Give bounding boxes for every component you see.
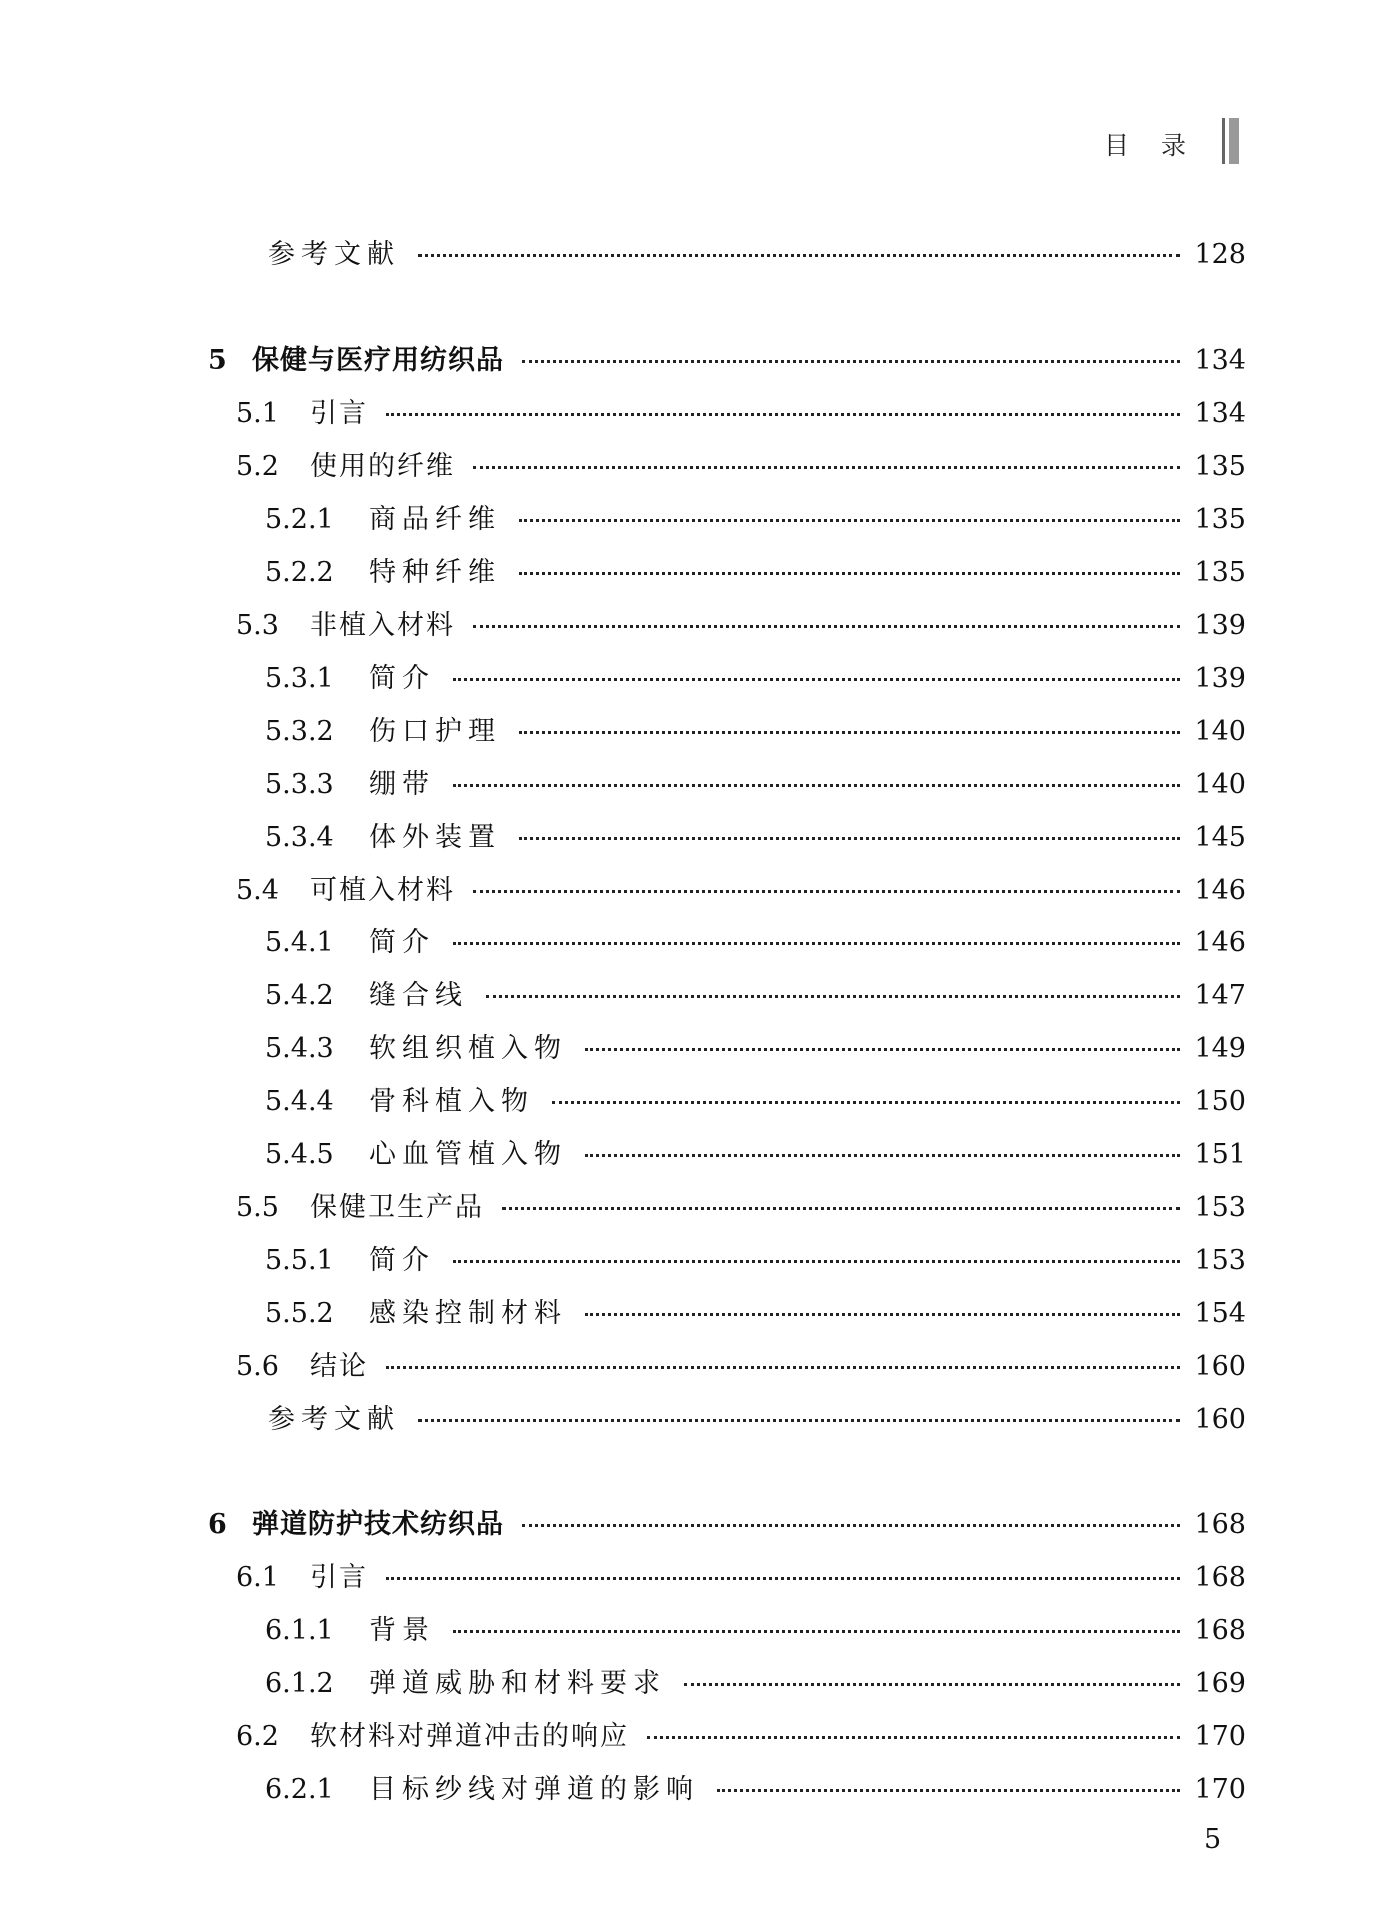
toc-page: 134	[1194, 345, 1246, 376]
dot-leader	[717, 1789, 1180, 1792]
dot-leader	[453, 1260, 1180, 1263]
toc-page: 154	[1194, 1298, 1246, 1329]
toc-title: 感染控制材料	[369, 1298, 567, 1329]
dot-leader	[519, 519, 1180, 522]
toc-page: 135	[1194, 504, 1246, 535]
toc-page: 128	[1194, 239, 1246, 270]
toc-title: 体外装置	[369, 822, 501, 853]
toc-number: 5.3.1	[265, 663, 334, 694]
toc-page: 168	[1194, 1509, 1246, 1540]
toc-number: 6.1.1	[265, 1615, 334, 1646]
toc-entry	[265, 815, 1246, 855]
toc-page: 153	[1194, 1245, 1246, 1276]
toc-page: 145	[1194, 822, 1246, 853]
toc-number: 5.3.2	[265, 716, 334, 747]
dot-leader	[453, 784, 1180, 787]
toc-title: 弹道威胁和材料要求	[369, 1668, 666, 1699]
toc-number: 5.3.4	[265, 822, 334, 853]
toc-entry	[236, 1344, 1246, 1384]
toc-entry	[236, 1555, 1246, 1595]
toc-number: 6.2	[236, 1721, 279, 1752]
toc-title: 缝合线	[369, 980, 468, 1011]
toc-page: 169	[1194, 1668, 1246, 1699]
toc-title: 简介	[369, 927, 435, 958]
toc-entry	[265, 709, 1246, 749]
toc-entry	[265, 1608, 1246, 1648]
toc-number: 5.1	[236, 398, 279, 429]
toc-page: 134	[1194, 398, 1246, 429]
toc-title: 保健与医疗用纺织品	[252, 345, 504, 376]
toc-title: 参考文献	[268, 1404, 400, 1435]
toc-page: 146	[1194, 927, 1246, 958]
dot-leader	[519, 837, 1180, 840]
toc-entry	[268, 232, 1246, 272]
toc-entry	[236, 444, 1246, 484]
toc-title: 非植入材料	[310, 610, 455, 641]
dot-leader	[585, 1048, 1180, 1051]
dot-leader	[473, 625, 1180, 628]
toc-page: 135	[1194, 451, 1246, 482]
toc-page: 139	[1194, 663, 1246, 694]
toc-entry	[236, 868, 1246, 908]
toc-page: 140	[1194, 716, 1246, 747]
toc-page: 168	[1194, 1562, 1246, 1593]
toc-number: 5.4.3	[265, 1033, 334, 1064]
toc-number: 5.3.3	[265, 769, 334, 800]
dot-leader	[453, 1630, 1180, 1633]
dot-leader	[684, 1683, 1180, 1686]
toc-number: 5.3	[236, 610, 279, 641]
toc-number: 5.4.2	[265, 980, 334, 1011]
toc-number: 5.2	[236, 451, 279, 482]
dot-leader	[453, 678, 1180, 681]
toc-page: 170	[1194, 1721, 1246, 1752]
toc-entry	[268, 1397, 1246, 1437]
dot-leader	[386, 1366, 1180, 1369]
toc-title: 简介	[369, 663, 435, 694]
toc-page: 160	[1194, 1351, 1246, 1382]
toc-entry	[265, 762, 1246, 802]
toc-number: 5.4.5	[265, 1139, 334, 1170]
toc-title: 绷带	[369, 769, 435, 800]
toc-entry	[208, 338, 1246, 378]
toc-entry	[236, 1185, 1246, 1225]
dot-leader	[522, 360, 1180, 363]
toc-entry	[265, 920, 1246, 960]
dot-leader	[585, 1154, 1180, 1157]
toc-number: 5.4.4	[265, 1086, 334, 1117]
dot-leader	[519, 731, 1180, 734]
toc-title: 参考文献	[268, 239, 400, 270]
dot-leader	[453, 942, 1180, 945]
toc-title: 引言	[310, 398, 368, 429]
toc-title: 伤口护理	[369, 716, 501, 747]
toc-page: 139	[1194, 610, 1246, 641]
toc-page: 168	[1194, 1615, 1246, 1646]
toc-title: 骨科植入物	[369, 1086, 534, 1117]
dot-leader	[502, 1207, 1180, 1210]
toc-number: 5	[208, 345, 227, 376]
toc-entry	[236, 603, 1246, 643]
toc-number: 6	[208, 1509, 227, 1540]
dot-leader	[473, 466, 1180, 469]
toc-entry	[265, 1079, 1246, 1119]
dot-leader	[486, 995, 1180, 998]
toc-title: 软组织植入物	[369, 1033, 567, 1064]
toc-number: 6.1	[236, 1562, 279, 1593]
toc-title: 简介	[369, 1245, 435, 1276]
toc-page: 147	[1194, 980, 1246, 1011]
toc-number: 5.4	[236, 875, 279, 906]
dot-leader	[386, 413, 1180, 416]
toc-entry	[265, 656, 1246, 696]
toc-page: 149	[1194, 1033, 1246, 1064]
dot-leader	[418, 254, 1180, 257]
toc-page: 153	[1194, 1192, 1246, 1223]
toc-title: 目标纱线对弹道的影响	[369, 1774, 699, 1805]
toc-page: 160	[1194, 1404, 1246, 1435]
toc-number: 5.4.1	[265, 927, 334, 958]
toc-entry	[265, 1238, 1246, 1278]
toc-number: 5.5.2	[265, 1298, 334, 1329]
toc-entry	[265, 973, 1246, 1013]
toc-title: 保健卫生产品	[310, 1192, 484, 1223]
dot-leader	[552, 1101, 1180, 1104]
toc-number: 5.6	[236, 1351, 279, 1382]
dot-leader	[647, 1736, 1180, 1739]
toc-entry	[265, 1661, 1246, 1701]
toc-entry	[236, 1714, 1246, 1754]
toc-title: 结论	[310, 1351, 368, 1382]
toc-entry	[265, 497, 1246, 537]
dot-leader	[418, 1419, 1180, 1422]
toc-title: 使用的纤维	[310, 451, 455, 482]
dot-leader	[585, 1313, 1180, 1316]
header-title: 目 录	[1104, 131, 1198, 160]
toc-entry	[208, 1502, 1246, 1542]
dot-leader	[473, 890, 1180, 893]
toc-number: 5.2.1	[265, 504, 334, 535]
toc-entry	[236, 391, 1246, 431]
toc-title: 商品纤维	[369, 504, 501, 535]
toc-entry	[265, 1026, 1246, 1066]
toc-title: 弹道防护技术纺织品	[252, 1509, 504, 1540]
toc-number: 5.5.1	[265, 1245, 334, 1276]
toc-page: 140	[1194, 769, 1246, 800]
toc-page: 150	[1194, 1086, 1246, 1117]
toc-number: 6.1.2	[265, 1668, 334, 1699]
toc-page: 146	[1194, 875, 1246, 906]
toc-title: 特种纤维	[369, 557, 501, 588]
toc-title: 心血管植入物	[369, 1139, 567, 1170]
toc-entry	[265, 1132, 1246, 1172]
toc-title: 软材料对弹道冲击的响应	[310, 1721, 629, 1752]
toc-title: 背景	[369, 1615, 435, 1646]
toc-page: 170	[1194, 1774, 1246, 1805]
dot-leader	[386, 1577, 1180, 1580]
toc-page: 135	[1194, 557, 1246, 588]
dot-leader	[522, 1524, 1180, 1527]
toc-number: 5.2.2	[265, 557, 334, 588]
toc-page: 151	[1194, 1139, 1246, 1170]
toc-entry	[265, 550, 1246, 590]
page-number: 5	[1204, 1824, 1222, 1855]
toc-title: 引言	[310, 1562, 368, 1593]
dot-leader	[519, 572, 1180, 575]
toc-entry	[265, 1767, 1246, 1807]
toc-entry	[265, 1291, 1246, 1331]
toc-number: 5.5	[236, 1192, 279, 1223]
toc-title: 可植入材料	[310, 875, 455, 906]
toc-number: 6.2.1	[265, 1774, 334, 1805]
